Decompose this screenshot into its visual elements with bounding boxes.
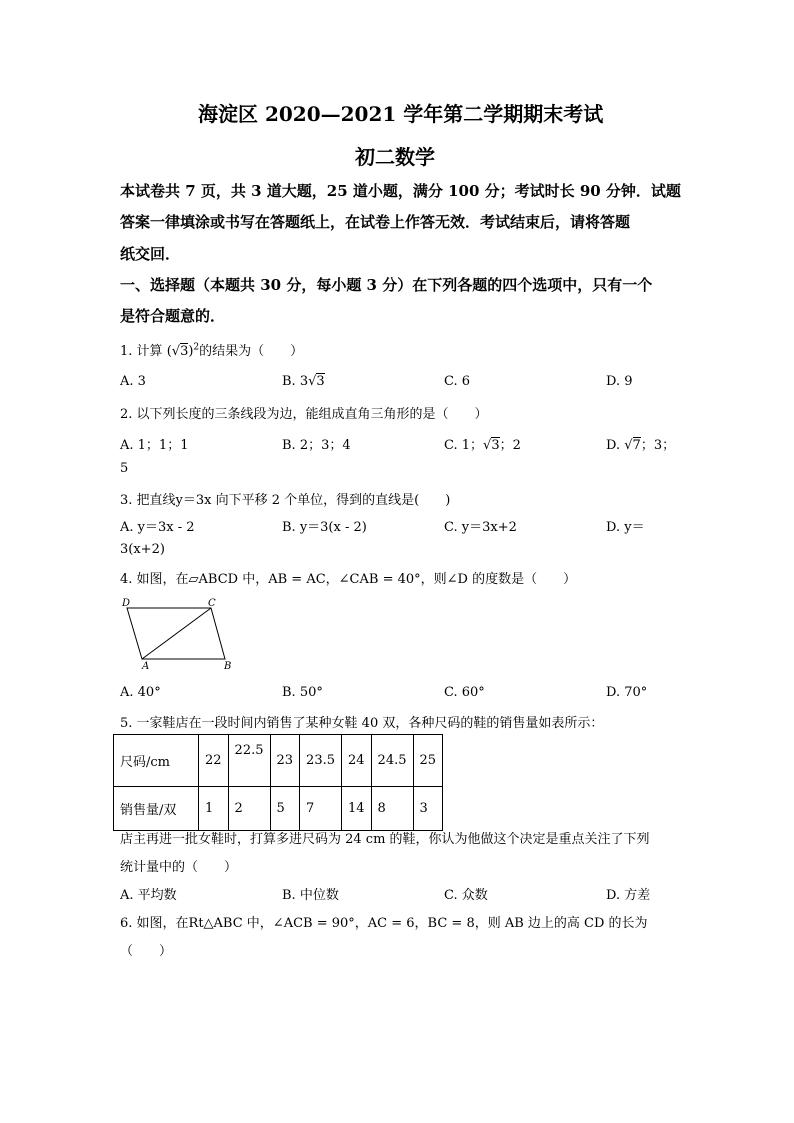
sqrt-icon: √ [624, 438, 633, 453]
q2-option-d [606, 434, 675, 453]
sqrt-icon: √ [171, 344, 181, 359]
section-heading-line-2: 是符合题意的． [120, 307, 226, 325]
vertex-label-b: B [224, 661, 232, 672]
intro-line-3: 纸交回． [120, 245, 181, 263]
table-cell: 销售量/双 [114, 787, 199, 831]
q4-option-a: A. 40° [120, 685, 161, 700]
intro-line-1: 本试卷共 7 页，共 3 道大题，25 道小题，满分 100 分；考试时长 90 分钟．试题 [120, 182, 681, 200]
q1-option-d: D. 9 [606, 374, 633, 389]
sqrt-icon: √ [308, 374, 317, 389]
q5-line-3: 统计量中的（ ） [120, 860, 238, 875]
table-cell: 22.5 [228, 735, 270, 787]
q2-option-a: A. 1；1；1 [120, 438, 189, 453]
q3-option-c: C. y＝3x+2 [444, 520, 517, 535]
exam-title: 海淀区 2020—2021 学年第二学期期末考试 [198, 102, 604, 126]
parallelogram-figure [118, 596, 238, 672]
question-4: 4. 如图，在▱ABCD 中，AB = AC，∠CAB = 40°，则∠D 的度数是（ ） [120, 572, 577, 587]
diagonal-ac [142, 608, 211, 659]
q1-prefix: 1. 计算 [120, 344, 163, 359]
q1-option-a: A. 3 [120, 374, 146, 389]
section-heading-line-1: 一、选择题（本题共 30 分，每小题 3 分）在下列各题的四个选项中，只有一个 [120, 276, 653, 294]
q2-option-c [444, 434, 521, 453]
table-cell: 2 [228, 787, 270, 831]
q2-option-d-cont: 5 [120, 461, 129, 476]
q3-option-d: D. y＝ [606, 520, 645, 535]
intro-line-2: 答案一律填涂或书写在答题纸上，在试卷上作答无效．考试结束后，请将答题 [120, 213, 631, 231]
table-cell: 3 [413, 787, 443, 831]
q3-option-d-cont: 3(x+2) [120, 542, 165, 557]
question-5: 5. 一家鞋店在一段时间内销售了某种女鞋 40 双，各种尺码的鞋的销售量如表所示： [120, 716, 604, 731]
q2-option-d-post: ；3； [640, 438, 676, 453]
vertex-label-d: D [122, 598, 131, 609]
table-cell: 尺码/cm [114, 735, 199, 787]
q1-option-b-radicand: 3 [316, 374, 325, 389]
q1-exponent: 2 [193, 342, 200, 353]
question-2: 2. 以下列长度的三条线段为边，能组成直角三角形的是（ ） [120, 407, 488, 422]
shoe-size-table [113, 734, 443, 831]
table-cell: 8 [371, 787, 413, 831]
q1-option-b-label: B. [282, 374, 296, 389]
q2-option-d-pre: D. [606, 438, 621, 453]
table-cell: 24.5 [371, 735, 413, 787]
q5-option-c: C. 众数 [444, 888, 488, 903]
q2-option-c-post: ；2 [499, 438, 521, 453]
table-cell: 22 [199, 735, 229, 787]
table-cell: 24 [342, 735, 372, 787]
q2-option-b: B. 2；3；4 [282, 438, 351, 453]
vertex-label-c: C [208, 598, 216, 609]
table-cell: 23 [270, 735, 300, 787]
table-row [114, 735, 443, 787]
q1-suffix: 的结果为（ ） [199, 344, 304, 359]
exam-subtitle: 初二数学 [355, 145, 435, 169]
q2-option-d-radicand: 7 [632, 438, 641, 453]
q1-radicand: 3 [180, 344, 189, 359]
q5-line-2: 店主再进一批女鞋时，打算多进尺码为 24 cm 的鞋，你认为他做这个决定是重点关注了下列 [120, 832, 650, 847]
q1-sqrt-expr: $(√3)^2$ [166, 342, 200, 359]
table-cell: 1 [199, 787, 229, 831]
question-3: 3. 把直线y＝3x 向下平移 2 个单位，得到的直线是( ) [120, 493, 451, 508]
q3-option-a: A. y＝3x - 2 [120, 520, 195, 535]
q6-line-2: （ ） [120, 944, 173, 959]
q4-option-c: C. 60° [444, 685, 485, 700]
question-1 [120, 340, 303, 359]
q4-option-d: D. 70° [606, 685, 648, 700]
question-6: 6. 如图，在Rt△ABC 中，∠ACB = 90°，AC = 6，BC = 8，则 AB 边上的高 CD 的长为 [120, 916, 648, 931]
table-cell: 23.5 [300, 735, 342, 787]
q5-option-a: A. 平均数 [120, 888, 177, 903]
q1-option-c: C. 6 [444, 374, 471, 389]
table-cell: 5 [270, 787, 300, 831]
q4-option-b: B. 50° [282, 685, 323, 700]
vertex-label-a: A [142, 661, 150, 672]
q5-option-b: B. 中位数 [282, 888, 339, 903]
table-cell: 14 [342, 787, 372, 831]
q5-option-d: D. 方差 [606, 888, 651, 903]
table-cell: 7 [300, 787, 342, 831]
sqrt-icon: √ [483, 438, 492, 453]
q1-option-b-coef: 3 [299, 374, 309, 389]
q2-option-c-radicand: 3 [491, 438, 500, 453]
q2-option-c-pre: C. 1； [444, 438, 484, 453]
table-cell: 25 [413, 735, 443, 787]
table-row [114, 787, 443, 831]
q1-option-b [282, 374, 325, 389]
q3-option-b: B. y＝3(x - 2) [282, 520, 367, 535]
